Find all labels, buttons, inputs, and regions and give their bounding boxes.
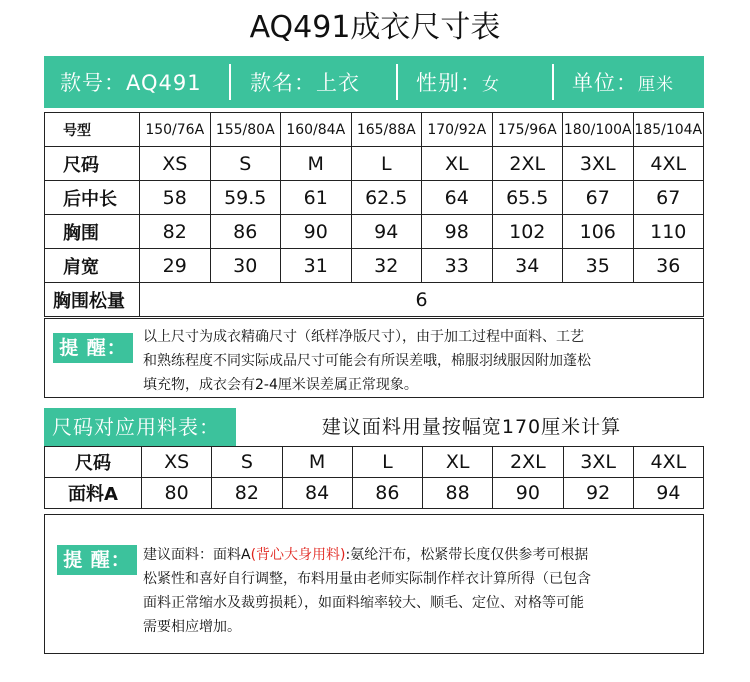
size-cell: 35 [563, 249, 634, 283]
fabric-usage-bar [44, 408, 704, 446]
ease-value: 6 [140, 283, 704, 317]
fabric-amount-cell: 90 [493, 478, 563, 509]
size-cell: 185/104A [633, 113, 704, 147]
size-cell: 2XL [492, 147, 563, 181]
size-cell: 98 [422, 215, 493, 249]
size-cell: 34 [492, 249, 563, 283]
row-label: 肩宽 [45, 249, 140, 283]
fabric-advice-text [143, 543, 699, 639]
reminder-box-1 [44, 318, 704, 398]
unit-label: 单位： [572, 71, 638, 95]
size-cell: 33 [422, 249, 493, 283]
size-cell: 67 [563, 181, 634, 215]
reminder-text: 以上尺寸为成衣精确尺寸（纸样净版尺寸），由于加工过程中面料、工艺 和熟练程度不同实际成品尺寸可能会有所误差哦，棉服羽绒服因附加蓬松 填充物，成衣会有2-4厘米误差属正常现象。 [143, 329, 591, 393]
size-cell: 61 [281, 181, 352, 215]
size-cell: 31 [281, 249, 352, 283]
header-divider [396, 64, 398, 100]
fabric-size-cell: 3XL [563, 447, 633, 478]
style-number: 款号：AQ491 [60, 71, 202, 95]
row-label: 胸围松量 [45, 283, 140, 317]
header-divider [229, 64, 231, 100]
size-cell: 102 [492, 215, 563, 249]
fabric-amount-cell: 94 [633, 478, 703, 509]
size-cell: 160/84A [281, 113, 352, 147]
fabric-size-cell: L [352, 447, 422, 478]
size-cell: 86 [210, 215, 281, 249]
size-cell: 62.5 [351, 181, 422, 215]
size-chart-table [44, 112, 704, 317]
size-cell: 36 [633, 249, 704, 283]
unit-value: 厘米 [638, 74, 674, 95]
style-name: 款名：上衣 [250, 71, 360, 95]
size-cell: 90 [281, 215, 352, 249]
row-label: 胸围 [45, 215, 140, 249]
advice-prefix: 建议面料：面料A [143, 547, 251, 563]
size-cell: 175/96A [492, 113, 563, 147]
fabric-amount-cell: 84 [282, 478, 352, 509]
size-cell: 180/100A [563, 113, 634, 147]
size-cell: XS [140, 147, 211, 181]
size-row [45, 249, 704, 283]
fabric-usage-label: 尺码对应用料表： [44, 408, 236, 446]
advice-rest: :氨纶汗布，松紧带长度仅供参考可根据 松紧性和喜好自行调整，布料用量由老师实际制作样衣计算所得（已包含 面料正常缩水及裁剪损耗），如面料缩率较大、顺毛、定位、对格等可能 需要相应增加。 [143, 547, 591, 635]
size-cell: L [351, 147, 422, 181]
fabric-size-cell: M [282, 447, 352, 478]
size-cell: 29 [140, 249, 211, 283]
fabric-amount-cell: 82 [212, 478, 282, 509]
fabric-size-cell: S [212, 447, 282, 478]
size-row [45, 181, 704, 215]
reminder-box-2 [44, 514, 704, 654]
size-cell: 30 [210, 249, 281, 283]
size-cell: 64 [422, 181, 493, 215]
unit-field [572, 56, 674, 108]
size-cell: 155/80A [210, 113, 281, 147]
size-cell: 4XL [633, 147, 704, 181]
size-cell: 150/76A [140, 113, 211, 147]
fabric-size-cell: 4XL [633, 447, 703, 478]
size-cell: 94 [351, 215, 422, 249]
gender-field [416, 56, 500, 108]
fabric-usage-table [44, 446, 704, 509]
size-cell: M [281, 147, 352, 181]
row-label: 面料A [45, 478, 142, 509]
reminder-tag: 提 醒： [57, 545, 137, 575]
fabric-size-cell: XL [423, 447, 493, 478]
size-row [45, 113, 704, 147]
fabric-amount-cell: 86 [352, 478, 422, 509]
size-cell: XL [422, 147, 493, 181]
size-cell: 106 [563, 215, 634, 249]
gender-label: 性别： [416, 71, 482, 95]
fabric-amount-cell: 92 [563, 478, 633, 509]
size-cell: 165/88A [351, 113, 422, 147]
reminder-tag: 提 醒： [53, 333, 133, 363]
page-title: AQ491成衣尺寸表 [249, 10, 501, 45]
row-label: 尺码 [45, 147, 140, 181]
size-row [45, 147, 704, 181]
size-cell: 3XL [563, 147, 634, 181]
row-label: 号型 [45, 113, 140, 147]
size-row [45, 215, 704, 249]
size-cell: 82 [140, 215, 211, 249]
row-label: 尺码 [45, 447, 142, 478]
row-label: 后中长 [45, 181, 140, 215]
fabric-size-cell: 2XL [493, 447, 563, 478]
fabric-amount-cell: 88 [423, 478, 493, 509]
fabric-width-note: 建议面料用量按幅宽170厘米计算 [321, 416, 622, 438]
header-divider [552, 64, 554, 100]
size-cell: 170/92A [422, 113, 493, 147]
info-header-bar [44, 56, 704, 108]
fabric-size-cell: XS [142, 447, 212, 478]
ease-row [45, 283, 704, 317]
fabric-amount-row [45, 478, 704, 509]
size-cell: 32 [351, 249, 422, 283]
gender-value: 女 [482, 74, 500, 95]
fabric-amount-cell: 80 [142, 478, 212, 509]
advice-highlight: (背心大身用料) [250, 547, 346, 563]
size-cell: 59.5 [210, 181, 281, 215]
size-cell: 67 [633, 181, 704, 215]
size-cell: S [210, 147, 281, 181]
size-cell: 65.5 [492, 181, 563, 215]
size-cell: 58 [140, 181, 211, 215]
size-cell: 110 [633, 215, 704, 249]
fabric-size-row [45, 447, 704, 478]
